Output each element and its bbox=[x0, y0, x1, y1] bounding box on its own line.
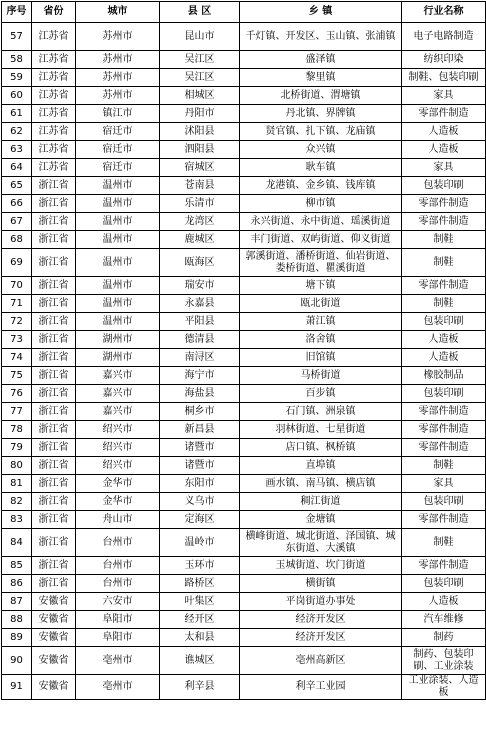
county-cell: 定海区 bbox=[160, 511, 240, 529]
town-cell: 直埠镇 bbox=[240, 457, 402, 475]
serial-cell: 88 bbox=[2, 611, 32, 629]
table-row bbox=[2, 475, 486, 493]
town-cell: 千灯镇、开发区、玉山镇、张浦镇 bbox=[240, 23, 402, 51]
province-cell: 浙江省 bbox=[32, 575, 76, 593]
town-cell: 旧馆镇 bbox=[240, 349, 402, 367]
city-cell: 绍兴市 bbox=[76, 439, 160, 457]
serial-cell: 82 bbox=[2, 493, 32, 511]
county-cell: 鹿城区 bbox=[160, 231, 240, 249]
table-row bbox=[2, 105, 486, 123]
header-row bbox=[2, 2, 486, 23]
county-cell: 叶集区 bbox=[160, 593, 240, 611]
town-cell: 石门镇、洲泉镇 bbox=[240, 403, 402, 421]
table-row bbox=[2, 23, 486, 51]
city-cell: 温州市 bbox=[76, 177, 160, 195]
province-cell: 江苏省 bbox=[32, 51, 76, 69]
town-cell: 经济开发区 bbox=[240, 611, 402, 629]
town-cell: 稠江街道 bbox=[240, 493, 402, 511]
table-row bbox=[2, 277, 486, 295]
county-cell: 沭阳县 bbox=[160, 123, 240, 141]
table-row bbox=[2, 511, 486, 529]
county-cell: 德清县 bbox=[160, 331, 240, 349]
county-cell: 谯城区 bbox=[160, 647, 240, 675]
province-cell: 浙江省 bbox=[32, 349, 76, 367]
industry-cell: 包装印刷 bbox=[402, 177, 486, 195]
table-row bbox=[2, 295, 486, 313]
table-row bbox=[2, 421, 486, 439]
serial-cell: 90 bbox=[2, 647, 32, 675]
county-cell: 义乌市 bbox=[160, 493, 240, 511]
header-province: 省份 bbox=[32, 2, 76, 23]
town-cell: 众兴镇 bbox=[240, 141, 402, 159]
city-cell: 金华市 bbox=[76, 493, 160, 511]
county-cell: 永嘉县 bbox=[160, 295, 240, 313]
province-cell: 浙江省 bbox=[32, 511, 76, 529]
town-cell: 郭溪街道、潘桥街道、仙岩街道、娄桥街道、瞿溪街道 bbox=[240, 249, 402, 277]
serial-cell: 72 bbox=[2, 313, 32, 331]
province-cell: 浙江省 bbox=[32, 557, 76, 575]
table-row bbox=[2, 195, 486, 213]
table-row bbox=[2, 51, 486, 69]
industry-cell: 人造板 bbox=[402, 593, 486, 611]
industry-cell: 包装印刷 bbox=[402, 385, 486, 403]
province-cell: 浙江省 bbox=[32, 493, 76, 511]
town-cell: 经济开发区 bbox=[240, 629, 402, 647]
table-row bbox=[2, 529, 486, 557]
city-cell: 镇江市 bbox=[76, 105, 160, 123]
town-cell: 盛泽镇 bbox=[240, 51, 402, 69]
serial-cell: 91 bbox=[2, 675, 32, 700]
county-cell: 相城区 bbox=[160, 87, 240, 105]
province-cell: 安徽省 bbox=[32, 593, 76, 611]
table-row bbox=[2, 439, 486, 457]
header-county: 县 区 bbox=[160, 2, 240, 23]
town-cell: 萧江镇 bbox=[240, 313, 402, 331]
county-cell: 丹阳市 bbox=[160, 105, 240, 123]
town-cell: 龙港镇、金乡镇、钱库镇 bbox=[240, 177, 402, 195]
city-cell: 台州市 bbox=[76, 529, 160, 557]
town-cell: 玉城街道、坎门街道 bbox=[240, 557, 402, 575]
table-row bbox=[2, 331, 486, 349]
town-cell: 百步镇 bbox=[240, 385, 402, 403]
industry-cell: 工业涂装、人造板 bbox=[402, 675, 486, 700]
industry-cell: 家具 bbox=[402, 475, 486, 493]
industry-cell: 汽车维修 bbox=[402, 611, 486, 629]
industry-cell: 零部件制造 bbox=[402, 213, 486, 231]
province-cell: 浙江省 bbox=[32, 331, 76, 349]
town-cell: 贤官镇、扎下镇、龙庙镇 bbox=[240, 123, 402, 141]
serial-cell: 57 bbox=[2, 23, 32, 51]
industry-table bbox=[1, 1, 486, 700]
table-row bbox=[2, 457, 486, 475]
table-row bbox=[2, 593, 486, 611]
city-cell: 温州市 bbox=[76, 295, 160, 313]
town-cell: 店口镇、枫桥镇 bbox=[240, 439, 402, 457]
county-cell: 平阳县 bbox=[160, 313, 240, 331]
province-cell: 浙江省 bbox=[32, 249, 76, 277]
town-cell: 丰门街道、双屿街道、仰义街道 bbox=[240, 231, 402, 249]
county-cell: 玉环市 bbox=[160, 557, 240, 575]
city-cell: 嘉兴市 bbox=[76, 367, 160, 385]
city-cell: 苏州市 bbox=[76, 69, 160, 87]
serial-cell: 70 bbox=[2, 277, 32, 295]
serial-cell: 76 bbox=[2, 385, 32, 403]
table-row bbox=[2, 69, 486, 87]
table-row bbox=[2, 367, 486, 385]
province-cell: 江苏省 bbox=[32, 105, 76, 123]
table-row bbox=[2, 349, 486, 367]
serial-cell: 84 bbox=[2, 529, 32, 557]
county-cell: 瑞安市 bbox=[160, 277, 240, 295]
serial-cell: 69 bbox=[2, 249, 32, 277]
industry-cell: 电子电路制造 bbox=[402, 23, 486, 51]
city-cell: 嘉兴市 bbox=[76, 403, 160, 421]
serial-cell: 79 bbox=[2, 439, 32, 457]
serial-cell: 87 bbox=[2, 593, 32, 611]
table-body bbox=[2, 23, 486, 700]
serial-cell: 75 bbox=[2, 367, 32, 385]
county-cell: 诸暨市 bbox=[160, 457, 240, 475]
county-cell: 瓯海区 bbox=[160, 249, 240, 277]
industry-cell: 制药、包装印刷、工业涂装 bbox=[402, 647, 486, 675]
serial-cell: 64 bbox=[2, 159, 32, 177]
county-cell: 乐清市 bbox=[160, 195, 240, 213]
table-row bbox=[2, 177, 486, 195]
industry-cell: 制鞋 bbox=[402, 457, 486, 475]
city-cell: 宿迁市 bbox=[76, 159, 160, 177]
province-cell: 浙江省 bbox=[32, 457, 76, 475]
city-cell: 绍兴市 bbox=[76, 421, 160, 439]
town-cell: 塘下镇 bbox=[240, 277, 402, 295]
province-cell: 江苏省 bbox=[32, 87, 76, 105]
town-cell: 柳市镇 bbox=[240, 195, 402, 213]
county-cell: 路桥区 bbox=[160, 575, 240, 593]
industry-cell: 零部件制造 bbox=[402, 511, 486, 529]
city-cell: 温州市 bbox=[76, 231, 160, 249]
city-cell: 金华市 bbox=[76, 475, 160, 493]
province-cell: 安徽省 bbox=[32, 629, 76, 647]
header-serial: 序号 bbox=[2, 2, 32, 23]
county-cell: 太和县 bbox=[160, 629, 240, 647]
city-cell: 亳州市 bbox=[76, 647, 160, 675]
province-cell: 浙江省 bbox=[32, 313, 76, 331]
industry-cell: 制鞋 bbox=[402, 295, 486, 313]
city-cell: 台州市 bbox=[76, 575, 160, 593]
city-cell: 阜阳市 bbox=[76, 629, 160, 647]
serial-cell: 60 bbox=[2, 87, 32, 105]
table-row bbox=[2, 141, 486, 159]
table-row bbox=[2, 87, 486, 105]
industry-cell: 人造板 bbox=[402, 349, 486, 367]
province-cell: 江苏省 bbox=[32, 123, 76, 141]
town-cell: 永兴街道、永中街道、瑶溪街道 bbox=[240, 213, 402, 231]
serial-cell: 65 bbox=[2, 177, 32, 195]
serial-cell: 74 bbox=[2, 349, 32, 367]
town-cell: 金塘镇 bbox=[240, 511, 402, 529]
industry-cell: 制鞋、包装印刷 bbox=[402, 69, 486, 87]
province-cell: 江苏省 bbox=[32, 69, 76, 87]
town-cell: 横街镇 bbox=[240, 575, 402, 593]
county-cell: 苍南县 bbox=[160, 177, 240, 195]
province-cell: 浙江省 bbox=[32, 421, 76, 439]
industry-cell: 家具 bbox=[402, 159, 486, 177]
table-row bbox=[2, 647, 486, 675]
county-cell: 东阳市 bbox=[160, 475, 240, 493]
table-row bbox=[2, 231, 486, 249]
city-cell: 舟山市 bbox=[76, 511, 160, 529]
table-row bbox=[2, 249, 486, 277]
county-cell: 桐乡市 bbox=[160, 403, 240, 421]
serial-cell: 63 bbox=[2, 141, 32, 159]
industry-cell: 零部件制造 bbox=[402, 277, 486, 295]
industry-cell: 零部件制造 bbox=[402, 403, 486, 421]
table-row bbox=[2, 313, 486, 331]
city-cell: 温州市 bbox=[76, 195, 160, 213]
county-cell: 昆山市 bbox=[160, 23, 240, 51]
header-town: 乡 镇 bbox=[240, 2, 402, 23]
city-cell: 阜阳市 bbox=[76, 611, 160, 629]
province-cell: 浙江省 bbox=[32, 403, 76, 421]
county-cell: 温岭市 bbox=[160, 529, 240, 557]
table-row bbox=[2, 159, 486, 177]
table-row bbox=[2, 385, 486, 403]
city-cell: 亳州市 bbox=[76, 675, 160, 700]
industry-cell: 制鞋 bbox=[402, 249, 486, 277]
province-cell: 江苏省 bbox=[32, 23, 76, 51]
town-cell: 耿车镇 bbox=[240, 159, 402, 177]
county-cell: 宿城区 bbox=[160, 159, 240, 177]
serial-cell: 80 bbox=[2, 457, 32, 475]
city-cell: 台州市 bbox=[76, 557, 160, 575]
county-cell: 南浔区 bbox=[160, 349, 240, 367]
table-row bbox=[2, 629, 486, 647]
province-cell: 安徽省 bbox=[32, 675, 76, 700]
industry-cell: 人造板 bbox=[402, 123, 486, 141]
province-cell: 浙江省 bbox=[32, 367, 76, 385]
town-cell: 羽林街道、七星街道 bbox=[240, 421, 402, 439]
province-cell: 浙江省 bbox=[32, 213, 76, 231]
province-cell: 浙江省 bbox=[32, 231, 76, 249]
table-row bbox=[2, 123, 486, 141]
town-cell: 马桥街道 bbox=[240, 367, 402, 385]
table-row bbox=[2, 575, 486, 593]
serial-cell: 62 bbox=[2, 123, 32, 141]
serial-cell: 86 bbox=[2, 575, 32, 593]
industry-cell: 橡胶制品 bbox=[402, 367, 486, 385]
town-cell: 平岗街道办事处 bbox=[240, 593, 402, 611]
town-cell: 横峰街道、城北街道、泽国镇、城东街道、大溪镇 bbox=[240, 529, 402, 557]
province-cell: 浙江省 bbox=[32, 177, 76, 195]
province-cell: 安徽省 bbox=[32, 647, 76, 675]
town-cell: 亳州高新区 bbox=[240, 647, 402, 675]
province-cell: 浙江省 bbox=[32, 295, 76, 313]
county-cell: 新昌县 bbox=[160, 421, 240, 439]
county-cell: 海盐县 bbox=[160, 385, 240, 403]
industry-cell: 零部件制造 bbox=[402, 421, 486, 439]
serial-cell: 77 bbox=[2, 403, 32, 421]
city-cell: 湖州市 bbox=[76, 331, 160, 349]
county-cell: 利辛县 bbox=[160, 675, 240, 700]
serial-cell: 89 bbox=[2, 629, 32, 647]
serial-cell: 59 bbox=[2, 69, 32, 87]
table-row bbox=[2, 557, 486, 575]
industry-cell: 人造板 bbox=[402, 331, 486, 349]
town-cell: 瓯北街道 bbox=[240, 295, 402, 313]
table-row bbox=[2, 403, 486, 421]
serial-cell: 66 bbox=[2, 195, 32, 213]
county-cell: 泗阳县 bbox=[160, 141, 240, 159]
city-cell: 温州市 bbox=[76, 249, 160, 277]
county-cell: 吴江区 bbox=[160, 69, 240, 87]
town-cell: 丹北镇、界牌镇 bbox=[240, 105, 402, 123]
province-cell: 浙江省 bbox=[32, 385, 76, 403]
serial-cell: 83 bbox=[2, 511, 32, 529]
city-cell: 宿迁市 bbox=[76, 123, 160, 141]
province-cell: 浙江省 bbox=[32, 195, 76, 213]
industry-cell: 包装印刷 bbox=[402, 575, 486, 593]
town-cell: 北桥街道、渭塘镇 bbox=[240, 87, 402, 105]
industry-cell: 纺织印染 bbox=[402, 51, 486, 69]
serial-cell: 81 bbox=[2, 475, 32, 493]
town-cell: 黎里镇 bbox=[240, 69, 402, 87]
county-cell: 经开区 bbox=[160, 611, 240, 629]
city-cell: 温州市 bbox=[76, 313, 160, 331]
industry-cell: 制药 bbox=[402, 629, 486, 647]
city-cell: 温州市 bbox=[76, 213, 160, 231]
industry-cell: 零部件制造 bbox=[402, 557, 486, 575]
city-cell: 苏州市 bbox=[76, 23, 160, 51]
province-cell: 浙江省 bbox=[32, 475, 76, 493]
city-cell: 苏州市 bbox=[76, 51, 160, 69]
province-cell: 浙江省 bbox=[32, 277, 76, 295]
table-row bbox=[2, 675, 486, 700]
province-cell: 浙江省 bbox=[32, 529, 76, 557]
serial-cell: 61 bbox=[2, 105, 32, 123]
serial-cell: 68 bbox=[2, 231, 32, 249]
city-cell: 嘉兴市 bbox=[76, 385, 160, 403]
serial-cell: 58 bbox=[2, 51, 32, 69]
province-cell: 江苏省 bbox=[32, 141, 76, 159]
city-cell: 温州市 bbox=[76, 277, 160, 295]
header-city: 城市 bbox=[76, 2, 160, 23]
industry-cell: 包装印刷 bbox=[402, 493, 486, 511]
industry-cell: 制鞋 bbox=[402, 529, 486, 557]
table-row bbox=[2, 213, 486, 231]
header-industry: 行业名称 bbox=[402, 2, 486, 23]
county-cell: 诸暨市 bbox=[160, 439, 240, 457]
serial-cell: 78 bbox=[2, 421, 32, 439]
city-cell: 湖州市 bbox=[76, 349, 160, 367]
town-cell: 画水镇、南马镇、横店镇 bbox=[240, 475, 402, 493]
city-cell: 宿迁市 bbox=[76, 141, 160, 159]
table-row bbox=[2, 493, 486, 511]
town-cell: 洛舍镇 bbox=[240, 331, 402, 349]
industry-cell: 零部件制造 bbox=[402, 105, 486, 123]
serial-cell: 67 bbox=[2, 213, 32, 231]
county-cell: 龙湾区 bbox=[160, 213, 240, 231]
industry-cell: 人造板 bbox=[402, 141, 486, 159]
county-cell: 海宁市 bbox=[160, 367, 240, 385]
industry-cell: 制鞋 bbox=[402, 231, 486, 249]
serial-cell: 73 bbox=[2, 331, 32, 349]
industry-cell: 零部件制造 bbox=[402, 439, 486, 457]
city-cell: 绍兴市 bbox=[76, 457, 160, 475]
industry-cell: 包装印刷 bbox=[402, 313, 486, 331]
serial-cell: 71 bbox=[2, 295, 32, 313]
industry-cell: 家具 bbox=[402, 87, 486, 105]
province-cell: 江苏省 bbox=[32, 159, 76, 177]
industry-cell: 零部件制造 bbox=[402, 195, 486, 213]
table-row bbox=[2, 611, 486, 629]
city-cell: 六安市 bbox=[76, 593, 160, 611]
province-cell: 安徽省 bbox=[32, 611, 76, 629]
town-cell: 利辛工业园 bbox=[240, 675, 402, 700]
serial-cell: 85 bbox=[2, 557, 32, 575]
county-cell: 吴江区 bbox=[160, 51, 240, 69]
province-cell: 浙江省 bbox=[32, 439, 76, 457]
city-cell: 苏州市 bbox=[76, 87, 160, 105]
